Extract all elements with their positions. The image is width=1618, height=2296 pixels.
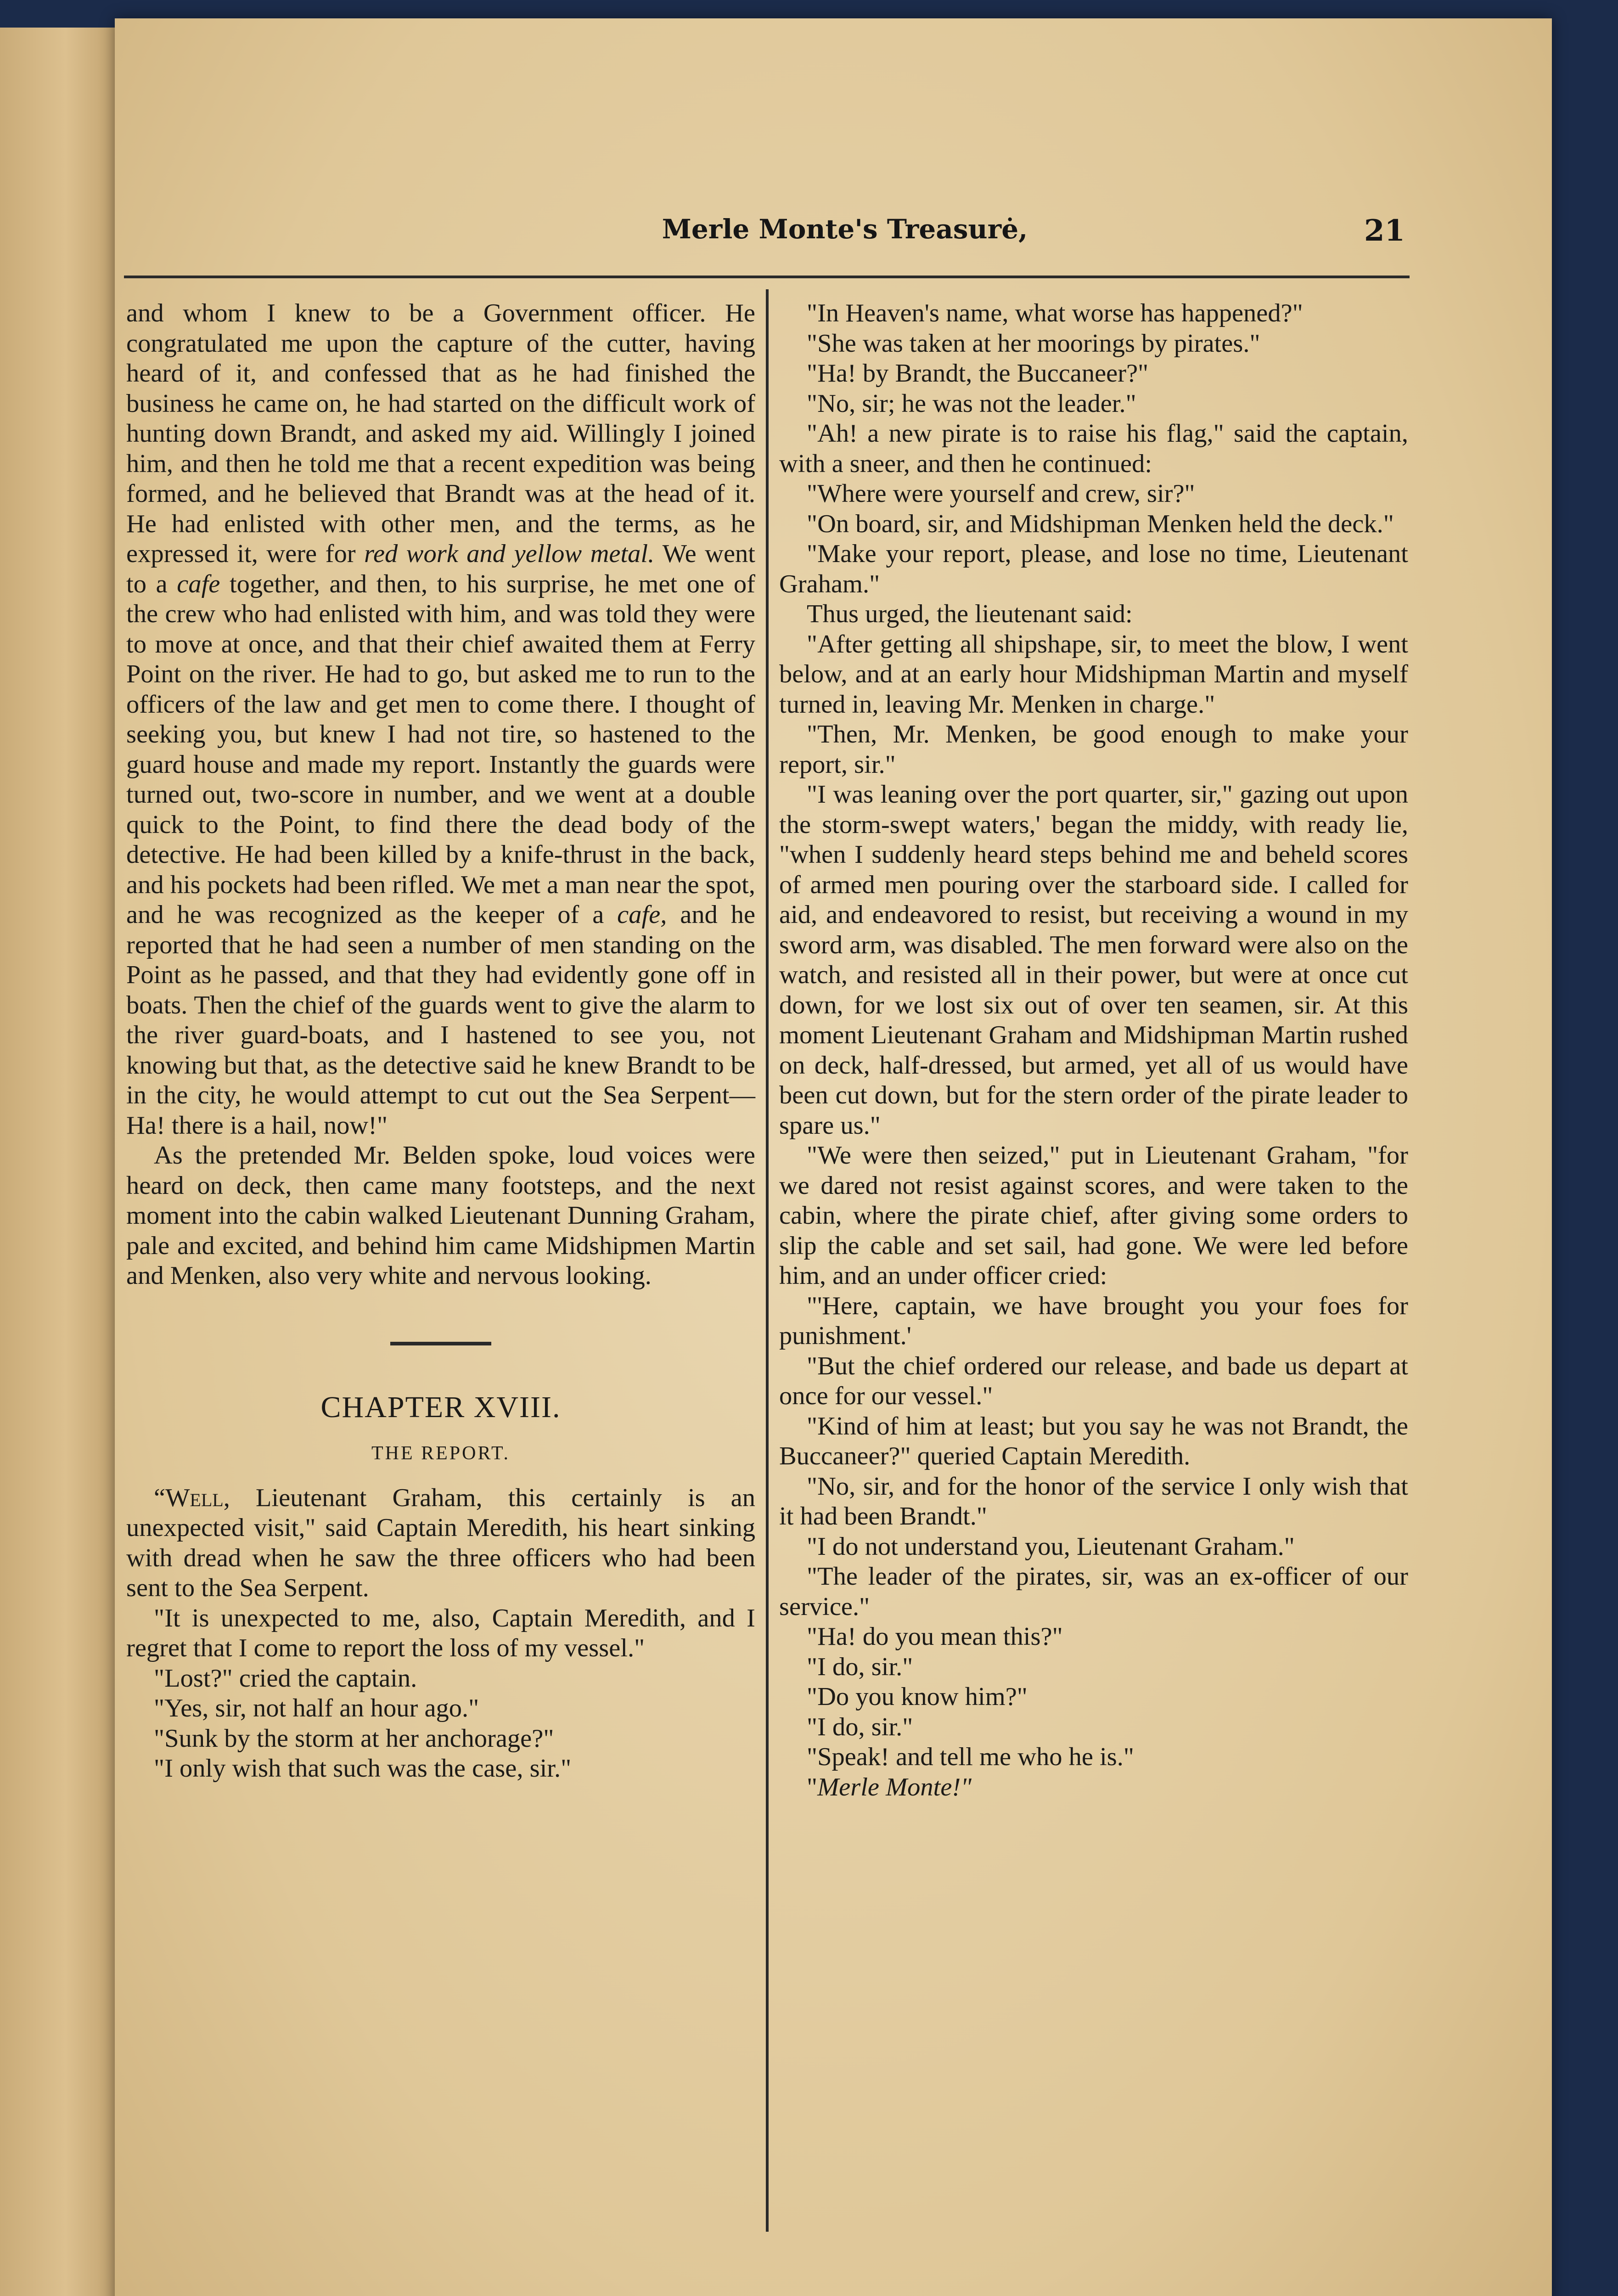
paragraph: "I do not understand you, Lieutenant Graham.": [807, 1532, 1295, 1561]
running-title: Merle Monte's Treasurė,: [662, 214, 1028, 245]
paragraph: "Then, Mr. Menken, be good enough to make your report, sir.": [779, 720, 1408, 779]
paragraph: "I do, sir.": [807, 1652, 913, 1681]
page-header: [115, 214, 1552, 264]
right-column: [779, 298, 1408, 1802]
paragraph: “Well, Lieutenant Graham, this certainly is an unexpected visit," said Captain Meredith, his heart sinking with dread when he saw the three officers who had been sent to the Sea Serpent.: [126, 1483, 755, 1602]
paragraph: "She was taken at her moorings by pirates.": [807, 329, 1260, 358]
page-number: 21: [1364, 214, 1405, 248]
paragraph: "No, sir, and for the honor of the service I only wish that it had been Brandt.": [779, 1472, 1408, 1531]
paragraph: "The leader of the pirates, sir, was an ex-officer of our service.": [779, 1562, 1408, 1621]
chapter-subtitle: THE REPORT.: [371, 1442, 511, 1464]
paragraph: "Kind of him at least; but you say he was not Brandt, the Buccaneer?" queried Captain Meredith.: [779, 1412, 1408, 1470]
paragraph: "On board, sir, and Midshipman Menken held the deck.": [807, 509, 1394, 538]
paragraph: "'Here, captain, we have brought you your foes for punishment.': [779, 1291, 1408, 1350]
paragraph: and whom I knew to be a Government officer. He congratulated me upon the capture of the cutter, having heard of it, and confessed that as he had finished the business he came on, he had started on the difficult work of hunting down Brandt, and asked my aid. Willingly I joined him, and then he told me that a recent expedition was being formed, and he believed that Brandt was at the head of it. He had enlisted with other men, and the terms, as he expressed it, were for red work and yellow metal. We went to a cafe together, and then, to his surprise, he met one of the crew who had enlisted with him, and was told they were to move at once, and that their chief awaited them at Ferry Point on the river. He had to go, but asked me to run to the officers of the law and get men to come there. I thought of seeking you, but knew I had not tire, so hastened to the guard house and made my report. Instantly the guards were turned out, two-score in number, and we went at a double quick to the Point, to find there the dead body of the detective. He had been killed by a knife-thrust in the back, and his pockets had been rifled. We met a man near the spot, and he was recognized as the keeper of a cafe, and he reported that he had seen a number of men standing on the Point as he passed, and that they had evidently gone off in boats. Then the chief of the guards went to give the alarm to the river guard-boats, and I hastened to see you, not knowing but that, as the detective said he knew Brandt to be in the city, he would attempt to cut out the Sea Serpent— Ha! there is a hail, now!": [126, 299, 756, 1140]
column-divider: [766, 289, 769, 2232]
paragraph: "After getting all shipshape, sir, to meet the blow, I went below, and at an early hour Midshipman Martin and myself turned in, leaving Mr. Menken in charge.": [779, 630, 1408, 719]
paragraph: "Yes, sir, not half an hour ago.": [154, 1694, 479, 1722]
paragraph: "Where were yourself and crew, sir?": [807, 479, 1195, 508]
paragraph: "No, sir; he was not the leader.": [807, 389, 1136, 418]
paragraph: "It is unexpected to me, also, Captain Meredith, and I regret that I come to report the loss of my vessel.": [126, 1604, 755, 1662]
paragraph: "I was leaning over the port quarter, sir," gazing out upon the storm-swept waters,' began the middy, with ready lie, "when I suddenly heard steps behind me and beheld scores of armed men pouring over the starboard side. I called for aid, and endeavored to resist, but receiving a wound in my sword arm, was disabled. The men forward were also on the watch, and resisted all in their power, but were at once cut down, for we lost six out of over ten seamen, sir. At this moment Lieutenant Graham and Midshipman Martin rushed on deck, half-dressed, but armed, yet all of us would have been cut down, but for the stern order of the pirate leader to spare us.": [779, 780, 1408, 1140]
paragraph: "Ha! do you mean this?": [807, 1622, 1063, 1651]
paragraph: "Make your report, please, and lose no time, Lieutenant Graham.": [779, 540, 1408, 598]
header-rule: [124, 276, 1410, 278]
paragraph: "I only wish that such was the case, sir.": [154, 1754, 572, 1783]
paragraph: "Sunk by the storm at her anchorage?": [154, 1724, 554, 1753]
paragraph: "In Heaven's name, what worse has happened?": [807, 299, 1303, 327]
paragraph: Thus urged, the lieutenant said:: [807, 600, 1133, 628]
paragraph: As the pretended Mr. Belden spoke, loud voices were heard on deck, then came many footsteps, and the next moment into the cabin walked Lieutenant Dunning Graham, pale and excited, and behind him came Midshipmen Martin and Menken, also very white and nervous looking.: [126, 1141, 755, 1290]
chapter-rule: [390, 1342, 491, 1345]
paragraph: "Ha! by Brandt, the Buccaneer?": [807, 359, 1149, 388]
paragraph: "Do you know him?": [807, 1683, 1028, 1711]
paragraph: "Lost?" cried the captain.: [154, 1664, 417, 1693]
paragraph: "But the chief ordered our release, and bade us depart at once for our vessel.": [779, 1351, 1408, 1410]
chapter-title: CHAPTER XVIII.: [320, 1390, 561, 1424]
paragraph: "We were then seized," put in Lieutenant Graham, "for we dared not resist against scores, and were taken to the cabin, where the pirate chief, after giving some orders to slip the cable and set sail, had gone. We were led before him, and an under officer cried:: [779, 1141, 1408, 1290]
paragraph: "Merle Monte!": [807, 1773, 972, 1801]
book-page: [115, 18, 1552, 2296]
paragraph: "I do, sir.": [807, 1712, 913, 1741]
left-column: [126, 298, 755, 1784]
book-spine: [0, 28, 122, 2296]
paragraph: "Speak! and tell me who he is.": [807, 1743, 1134, 1771]
paragraph: "Ah! a new pirate is to raise his flag," said the captain, with a sneer, and then he continued:: [779, 419, 1408, 478]
